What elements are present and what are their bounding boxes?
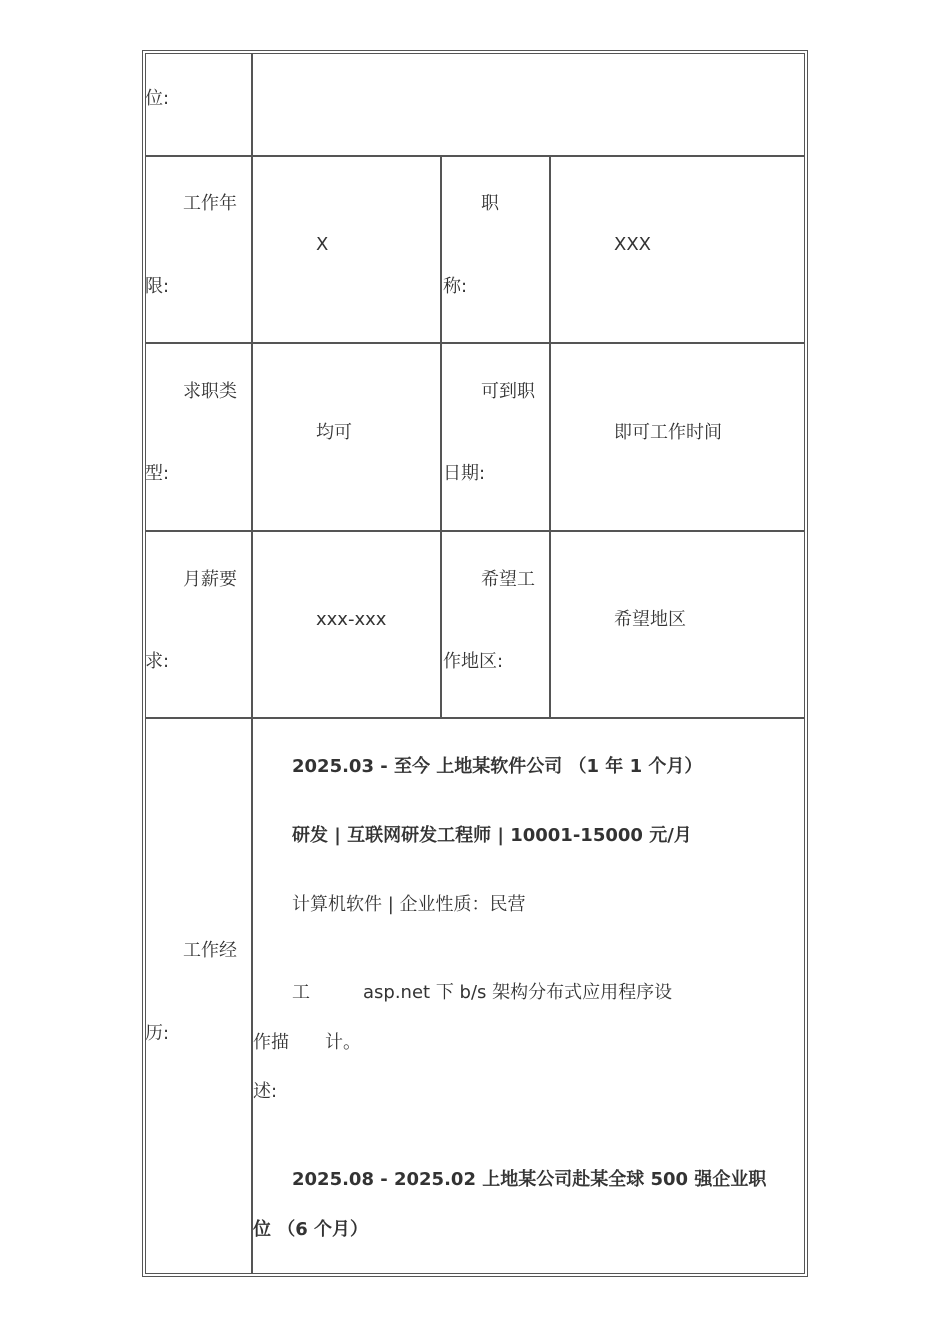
job-type-label-bottom: 型: bbox=[145, 463, 170, 484]
job1-desc-label-2: 作描 bbox=[253, 1032, 289, 1053]
row-divider bbox=[145, 155, 805, 157]
job-type-label-top: 求职类 bbox=[183, 381, 237, 402]
work-years-label-top: 工作年 bbox=[183, 193, 237, 214]
location-label-bottom: 作地区: bbox=[443, 651, 504, 672]
row-divider bbox=[145, 342, 805, 344]
job1-desc-label-1: 工 bbox=[292, 982, 310, 1003]
job2-header-line1: 2025.08 - 2025.02 上地某公司赴某全球 500 强企业职 bbox=[292, 1169, 767, 1190]
work-years-label-bottom: 限: bbox=[145, 276, 170, 297]
job-title-label-top: 职 bbox=[481, 193, 499, 214]
location-label-top: 希望工 bbox=[481, 569, 535, 590]
job1-desc-line2: 计。 bbox=[325, 1032, 361, 1053]
salary-label-top: 月薪要 bbox=[183, 569, 237, 590]
row-divider bbox=[145, 717, 805, 719]
job-title-label-bottom: 称: bbox=[443, 276, 468, 297]
available-date-label-bottom: 日期: bbox=[443, 463, 486, 484]
job2-header-line2: 位 （6 个月） bbox=[253, 1219, 369, 1240]
position-label: 位: bbox=[145, 88, 170, 109]
experience-label-bottom: 历: bbox=[145, 1023, 170, 1044]
job1-desc-label-3: 述: bbox=[253, 1081, 278, 1102]
available-date-value: 即可工作时间 bbox=[614, 422, 722, 443]
experience-label-top: 工作经 bbox=[183, 940, 237, 961]
job1-industry: 计算机软件 | 企业性质：民营 bbox=[292, 894, 526, 915]
job1-header: 2025.03 - 至今 上地某软件公司 （1 年 1 个月） bbox=[292, 756, 703, 777]
column-divider bbox=[440, 155, 442, 719]
row-divider bbox=[145, 530, 805, 532]
salary-value: xxx-xxx bbox=[316, 609, 387, 630]
job1-desc-line1: asp.net 下 b/s 架构分布式应用程序设 bbox=[363, 982, 673, 1003]
available-date-label-top: 可到职 bbox=[481, 381, 535, 402]
location-value: 希望地区 bbox=[614, 609, 686, 630]
job1-role: 研发 | 互联网研发工程师 | 10001-15000 元/月 bbox=[292, 825, 692, 846]
column-divider bbox=[549, 155, 551, 719]
job-type-value: 均可 bbox=[316, 422, 352, 443]
salary-label-bottom: 求: bbox=[145, 651, 170, 672]
job-title-value: XXX bbox=[614, 234, 651, 255]
work-years-value: X bbox=[316, 234, 329, 255]
